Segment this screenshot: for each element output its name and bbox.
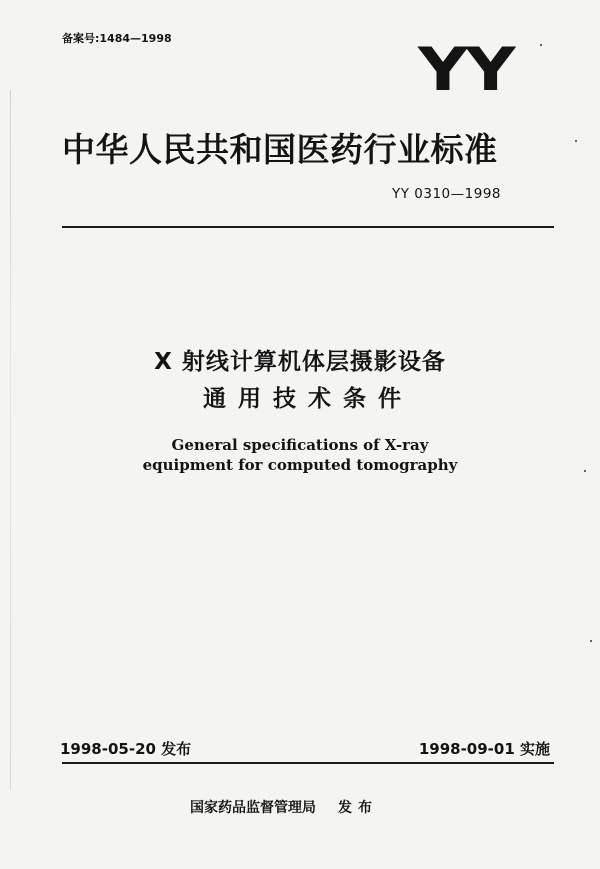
scan-speck (575, 140, 577, 142)
issuer-line (190, 797, 378, 817)
implementation-date: 1998-09-01 实施 (418, 740, 550, 758)
scan-speck (590, 640, 592, 642)
document-title-cn-line2: 通用技术条件 (203, 386, 413, 412)
issue-date: 1998-05-20 发布 (60, 740, 192, 758)
industry-standard-title: 中华人民共和国医药行业标准 (62, 130, 498, 169)
standard-number: YY 0310—1998 (392, 186, 501, 202)
header-divider (62, 226, 554, 228)
document-title-cn-line1: X 射线计算机体层摄影设备 (154, 349, 446, 375)
scan-speck (540, 44, 542, 46)
scan-speck (584, 470, 586, 472)
footer-divider (62, 762, 554, 764)
issue-action: 发布 (338, 800, 378, 816)
yy-logo: YY (418, 35, 514, 105)
filing-number: 备案号:1484—1998 (62, 32, 172, 45)
document-title-en-line1: General specifications of X-ray (171, 436, 429, 454)
issuer-name: 国家药品监督管理局 (190, 800, 316, 816)
document-title-en-line2: equipment for computed tomography (142, 456, 458, 474)
